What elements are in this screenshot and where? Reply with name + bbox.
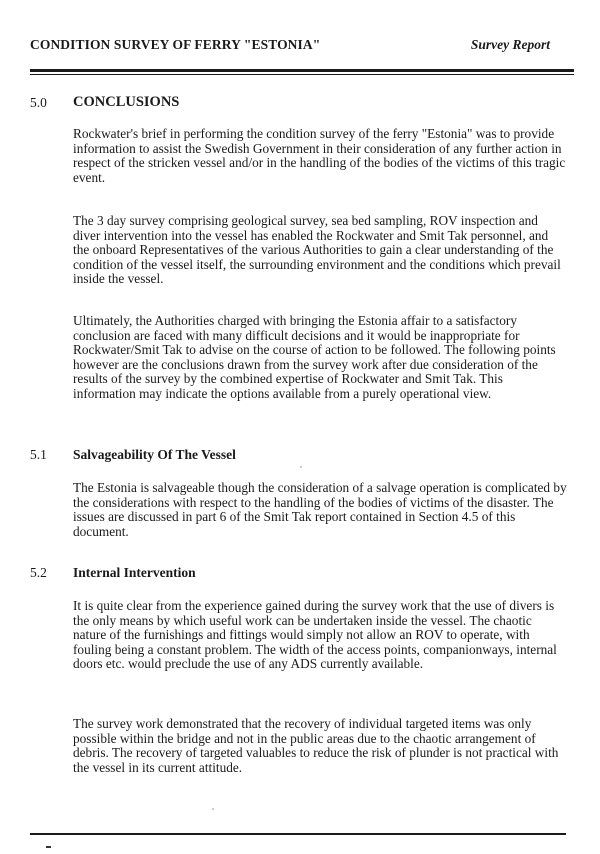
header-divider-thick	[30, 69, 574, 72]
scan-speck	[212, 808, 214, 810]
section-number: 5.2	[30, 565, 47, 580]
header-divider-thin	[30, 74, 574, 75]
paragraph: It is quite clear from the experience gained during the survey work that the use of divers is the only means by which useful work can be undertaken inside the vessel. The chaotic nature of the furnishings and fittings would simply not allow an ROV to operate, with fouling being a constant problem. The width of the access points, companionways, internal doors etc. would preclude the use of any ADS currently available.	[73, 598, 557, 672]
scan-speck	[300, 466, 302, 468]
paragraph: The survey work demonstrated that the recovery of individual targeted items was only possible within the bridge and not in the public areas due to the chaotic arrangement of debris. The recovery of targeted valuables to reduce the risk of plunder is not practical with the vessel in its current attitude.	[73, 716, 559, 775]
paragraph: Ultimately, the Authorities charged with bringing the Estonia affair to a satisfactory conclusion are faced with many difficult decisions and it would be inappropriate for Rockwater/Smit Tak to advise on the course of action to be followed. The following points however are the conclusions drawn from the survey work after due consideration of the results of the survey by the combined expertise of Rockwater and Smit Tak. This information may indicate the options available from a purely operational view.	[73, 313, 556, 401]
report-label: Survey Report	[470, 37, 550, 52]
paragraph: The 3 day survey comprising geological survey, sea bed sampling, ROV inspection and diver intervention into the vessel has enabled the Rockwater and Smit Tak personnel, and the onboard Representatives of the various Authorities to gain a clear understanding of the condition of the vessel itself, the surrounding environment and the conditions which prevail inside the vessel.	[73, 213, 561, 287]
section-title: Internal Intervention	[73, 565, 196, 580]
section-title: Salvageability Of The Vessel	[73, 447, 236, 462]
footer-mark	[46, 846, 51, 848]
paragraph: Rockwater's brief in performing the condition survey of the ferry "Estonia" was to provide information to assist the Swedish Government in their consideration of any further action in respect of the stricken vessel and/or in the handling of the bodies of the victims of this tragic event.	[73, 126, 566, 185]
section-number: 5.1	[30, 447, 47, 462]
section-title: CONCLUSIONS	[73, 94, 180, 110]
document-title: CONDITION SURVEY OF FERRY "ESTONIA"	[30, 37, 321, 52]
paragraph: The Estonia is salvageable though the consideration of a salvage operation is complicated by the considerations with respect to the handling of the bodies of victims of the disaster. The issues are discussed in part 6 of the Smit Tak report contained in Section 4.5 of this document.	[73, 480, 567, 539]
footer-divider	[30, 833, 566, 835]
section-number: 5.0	[30, 95, 47, 110]
page-header	[30, 37, 578, 57]
